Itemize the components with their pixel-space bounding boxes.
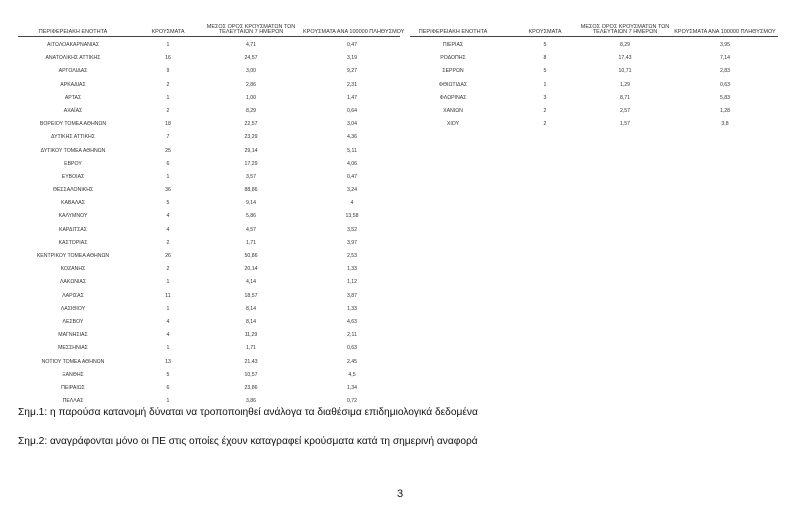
cases-per-100k-cell: 5,83 (719, 94, 731, 101)
regional-unit-cell: ΜΑΓΝΗΣΙΑΣ (58, 332, 88, 339)
cases-per-100k-cell: 4,06 (346, 160, 358, 167)
cases-per-100k-cell: 1,28 (719, 107, 731, 114)
table-row (18, 380, 400, 393)
cases-per-100k-cell: 3,97 (346, 239, 358, 246)
table-row (410, 77, 778, 90)
regional-unit-cell: ΑΡΚΑΔΙΑΣ (60, 81, 86, 88)
regional-unit-cell: ΧΑΝΙΩΝ (443, 107, 463, 114)
cases-cell: 2 (166, 239, 170, 246)
cases-cell: 5 (166, 200, 170, 207)
table-row (410, 103, 778, 116)
seven-day-average-cell: 20,14 (244, 266, 258, 273)
cases-per-100k-cell: 3,24 (346, 187, 358, 194)
seven-day-average-cell: 24,57 (244, 55, 258, 62)
regional-unit-cell: ΛΕΣΒΟΥ (62, 318, 84, 325)
cases-per-100k-cell: 3,04 (346, 121, 358, 128)
header-cases-per-100k: ΚΡΟΥΣΜΑΤΑ ΑΝΑ 100000 ΠΛΗΘΥΣΜΟΥ (674, 29, 776, 35)
regional-unit-cell: ΠΕΛΛΑΣ (62, 398, 84, 405)
cases-per-100k-cell: 0,63 (719, 81, 731, 88)
cases-per-100k-cell: 2,45 (346, 358, 358, 365)
regional-unit-cell: ΑΧΑΪΑΣ (63, 107, 83, 114)
regional-unit-cell: ΑΡΓΟΛΙΔΑΣ (58, 68, 88, 75)
regional-unit-cell: ΦΛΩΡΙΝΑΣ (439, 94, 467, 101)
cases-cell: 1 (166, 345, 170, 352)
regional-unit-cell: ΦΘΙΩΤΙΔΑΣ (438, 81, 468, 88)
seven-day-average-cell: 8,14 (245, 318, 257, 325)
regional-unit-cell: ΣΕΡΡΩΝ (442, 68, 464, 75)
cases-per-100k-cell: 1,34 (346, 384, 358, 391)
cases-per-100k-cell: 0,47 (346, 42, 358, 48)
cases-cell: 2 (166, 107, 170, 114)
regional-unit-cell: ΚΕΝΤΡΙΚΟΥ ΤΟΜΕΑ ΑΘΗΝΩΝ (36, 253, 110, 259)
cases-table-left (18, 24, 405, 406)
seven-day-average-cell: 8,14 (245, 305, 257, 312)
cases-per-100k-cell: 0,64 (346, 107, 358, 114)
cases-cell: 4 (166, 318, 170, 325)
regional-unit-cell: ΑΝΑΤΟΛΙΚΗΣ ΑΤΤΙΚΗΣ (45, 55, 101, 62)
table-row (18, 143, 400, 156)
cases-cell: 11 (165, 292, 171, 299)
cases-per-100k-cell: 13,58 (345, 213, 359, 220)
cases-cell: 3 (543, 94, 547, 101)
seven-day-average-cell: 23,86 (244, 384, 258, 391)
table-row (18, 340, 400, 353)
header-seven-day-average (206, 25, 296, 35)
header-seven-day-average (580, 25, 670, 35)
table-row (18, 116, 400, 129)
regional-unit-cell: ΠΕΙΡΑΙΩΣ (61, 384, 85, 391)
cases-per-100k-cell: 2,83 (719, 68, 731, 75)
seven-day-average-cell: 10,57 (244, 371, 258, 378)
regional-unit-cell: ΚΑΛΥΜΝΟΥ (58, 213, 88, 220)
table-row (18, 354, 400, 367)
header-cases-per-100k: ΚΡΟΥΣΜΑΤΑ ΑΝΑ 100000 ΠΛΗΘΥΣΜΟΥ (303, 29, 405, 35)
regional-unit-cell: ΛΑΚΩΝΙΑΣ (59, 279, 87, 286)
table-row (18, 222, 400, 235)
regional-unit-cell: ΒΟΡΕΙΟΥ ΤΟΜΕΑ ΑΘΗΝΩΝ (39, 121, 107, 128)
table-row (410, 37, 778, 50)
cases-cell: 5 (543, 42, 547, 48)
cases-per-100k-cell: 3,19 (346, 55, 358, 62)
cases-cell: 1 (166, 173, 170, 180)
cases-cell: 1 (166, 94, 170, 101)
table-row (18, 208, 400, 221)
cases-cell: 26 (165, 253, 171, 259)
table-row (18, 63, 400, 76)
cases-cell: 1 (166, 42, 170, 48)
page-number: 3 (396, 488, 404, 500)
seven-day-average-cell: 1,00 (245, 94, 257, 101)
table-row (18, 77, 400, 90)
seven-day-average-cell: 29,14 (244, 147, 258, 154)
cases-cell: 4 (166, 332, 170, 339)
seven-day-average-cell: 23,29 (244, 134, 258, 141)
cases-cell: 5 (543, 68, 547, 75)
regional-unit-cell: ΛΑΣΙΘΙΟΥ (60, 305, 86, 312)
regional-unit-cell: ΠΙΕΡΙΑΣ (442, 42, 464, 48)
regional-unit-cell: ΑΙΤΩΛΟΑΚΑΡΝΑΝΙΑΣ (46, 42, 100, 48)
cases-cell: 36 (165, 187, 171, 194)
cases-per-100k-cell: 1,33 (346, 305, 358, 312)
table-header (18, 24, 405, 37)
table-row (18, 367, 400, 380)
table-row (410, 90, 778, 103)
cases-per-100k-cell: 7,14 (719, 55, 731, 62)
cases-per-100k-cell: 2,53 (346, 253, 358, 259)
cases-per-100k-cell: 9,27 (346, 68, 358, 75)
cases-per-100k-cell: 2,31 (346, 81, 358, 88)
regional-unit-cell: ΛΑΡΙΣΑΣ (62, 292, 84, 299)
seven-day-average-cell: 1,71 (245, 345, 257, 352)
table-row (18, 156, 400, 169)
seven-day-average-cell: 18,57 (244, 292, 258, 299)
cases-cell: 16 (165, 55, 171, 62)
seven-day-average-cell: 21,43 (244, 358, 258, 365)
seven-day-average-cell: 88,86 (244, 187, 258, 194)
regional-unit-cell: ΔΥΤΙΚΟΥ ΤΟΜΕΑ ΑΘΗΝΩΝ (40, 147, 106, 154)
table-row (18, 50, 400, 63)
table-row (18, 90, 400, 103)
cases-cell: 1 (543, 81, 547, 88)
regional-unit-cell: ΚΑΒΑΛΑΣ (61, 200, 85, 207)
regional-unit-cell: ΑΡΤΑΣ (64, 94, 82, 101)
table-row (18, 235, 400, 248)
cases-per-100k-cell: 2,11 (347, 332, 357, 339)
table-row (18, 301, 400, 314)
table-row (410, 116, 778, 129)
cases-cell: 7 (166, 134, 170, 141)
seven-day-average-cell: 8,29 (245, 107, 257, 114)
header-avg-line2: ΤΕΛΕΥΤΑΙΩΝ 7 ΗΜΕΡΩΝ (218, 29, 284, 35)
table-body (18, 37, 400, 406)
seven-day-average-cell: 50,86 (244, 253, 258, 259)
cases-cell: 2 (543, 121, 547, 128)
header-avg-line1: ΜΕΣΟΣ ΟΡΟΣ ΚΡΟΥΣΜΑΤΩΝ ΤΩΝ (206, 24, 296, 30)
cases-cell: 1 (166, 398, 170, 405)
table-row (18, 169, 400, 182)
cases-cell: 4 (166, 226, 170, 233)
header-regional-unit: ΠΕΡΙΦΕΡΕΙΑΚΗ ΕΝΟΤΗΤΑ (38, 29, 108, 35)
header-cases: ΚΡΟΥΣΜΑΤΑ (151, 29, 185, 35)
regional-unit-cell: ΚΟΖΑΝΗΣ (60, 266, 86, 273)
table-header (410, 26, 778, 37)
regional-unit-cell: ΚΑΡΔΙΤΣΑΣ (59, 226, 87, 233)
cases-per-100k-cell: 4,63 (346, 318, 358, 325)
seven-day-average-cell: 3,86 (245, 398, 257, 405)
header-cases: ΚΡΟΥΣΜΑΤΑ (528, 29, 562, 35)
seven-day-average-cell: 5,86 (245, 213, 257, 220)
table-row (18, 314, 400, 327)
regional-unit-cell: ΘΕΣΣΑΛΟΝΙΚΗΣ (52, 187, 94, 194)
table-row (18, 103, 400, 116)
seven-day-average-cell: 4,71 (245, 42, 257, 48)
seven-day-average-cell: 4,57 (245, 226, 257, 233)
seven-day-average-cell: 17,29 (244, 160, 258, 167)
seven-day-average-cell: 3,57 (245, 173, 257, 180)
seven-day-average-cell: 1,29 (619, 81, 631, 88)
cases-cell: 9 (166, 68, 170, 75)
seven-day-average-cell: 1,71 (245, 239, 257, 246)
seven-day-average-cell: 10,71 (618, 68, 632, 75)
cases-cell: 6 (166, 384, 170, 391)
header-avg-line2: ΤΕΛΕΥΤΑΙΩΝ 7 ΗΜΕΡΩΝ (592, 29, 658, 35)
regional-unit-cell: ΧΙΟΥ (446, 121, 460, 128)
seven-day-average-cell: 3,00 (245, 68, 257, 75)
cases-per-100k-cell: 1,47 (346, 94, 358, 101)
table-row (18, 195, 400, 208)
cases-cell: 2 (166, 81, 170, 88)
cases-cell: 13 (165, 358, 171, 365)
regional-unit-cell: ΜΕΣΣΗΝΙΑΣ (58, 345, 88, 352)
table-row (18, 182, 400, 195)
cases-per-100k-cell: 3,95 (719, 42, 731, 48)
cases-cell: 2 (166, 266, 170, 273)
cases-per-100k-cell: 0,63 (346, 345, 358, 352)
table-row (18, 288, 400, 301)
seven-day-average-cell: 17,43 (618, 55, 632, 62)
cases-per-100k-cell: 1,12 (346, 279, 358, 286)
cases-cell: 25 (165, 147, 171, 154)
table-row (18, 129, 400, 142)
regional-unit-cell: ΡΟΔΟΠΗΣ (440, 55, 466, 62)
table-row (410, 63, 778, 76)
footnote-1: Σημ.1: η παρούσα κατανομή δύναται να τροποποιηθεί ανάλογα τα διαθέσιμα επιδημιολογικά δεδομένα (18, 407, 478, 418)
seven-day-average-cell: 2,86 (245, 81, 257, 88)
seven-day-average-cell: 1,57 (619, 121, 631, 128)
cases-cell: 6 (166, 160, 170, 167)
regional-unit-cell: ΚΑΣΤΟΡΙΑΣ (58, 239, 88, 246)
cases-cell: 8 (543, 55, 547, 62)
table-body (410, 37, 778, 129)
table-row (18, 274, 400, 287)
table-row (18, 327, 400, 340)
cases-per-100k-cell: 4,36 (346, 134, 358, 141)
header-avg-line1: ΜΕΣΟΣ ΟΡΟΣ ΚΡΟΥΣΜΑΤΩΝ ΤΩΝ (580, 24, 670, 30)
cases-per-100k-cell: 1,33 (346, 266, 358, 273)
cases-cell: 2 (543, 107, 547, 114)
cases-cell: 1 (166, 279, 170, 286)
cases-per-100k-cell: 3,87 (346, 292, 358, 299)
seven-day-average-cell: 9,14 (245, 200, 257, 207)
regional-unit-cell: ΔΥΤΙΚΗΣ ΑΤΤΙΚΗΣ (51, 134, 95, 141)
cases-per-100k-cell: 3,8 (721, 121, 729, 128)
cases-per-100k-cell: 5,11 (347, 147, 357, 154)
regional-unit-cell: ΝΟΤΙΟΥ ΤΟΜΕΑ ΑΘΗΝΩΝ (41, 358, 105, 365)
regional-unit-cell: ΕΥΒΟΙΑΣ (61, 173, 85, 180)
seven-day-average-cell: 4,14 (245, 279, 257, 286)
table-row (18, 393, 400, 406)
cases-per-100k-cell: 4 (350, 200, 354, 207)
seven-day-average-cell: 11,29 (244, 332, 258, 339)
cases-cell: 4 (166, 213, 170, 220)
table-row (18, 248, 400, 261)
header-regional-unit: ΠΕΡΙΦΕΡΕΙΑΚΗ ΕΝΟΤΗΤΑ (418, 29, 488, 35)
cases-per-100k-cell: 0,72 (346, 398, 358, 405)
regional-unit-cell: ΕΒΡΟΥ (64, 160, 82, 167)
regional-unit-cell: ΞΑΝΘΗΣ (62, 371, 84, 378)
cases-table-right (410, 26, 778, 129)
seven-day-average-cell: 2,57 (619, 107, 631, 114)
seven-day-average-cell: 8,29 (619, 42, 631, 48)
table-row (18, 37, 400, 50)
seven-day-average-cell: 8,71 (619, 94, 631, 101)
cases-per-100k-cell: 4,5 (348, 371, 356, 378)
cases-cell: 18 (165, 121, 171, 128)
seven-day-average-cell: 22,57 (244, 121, 258, 128)
footnote-2: Σημ.2: αναγράφονται μόνο οι ΠΕ στις οποίες έχουν καταγραφεί κρούσματα κατά τη σημερινή αναφορά (18, 436, 478, 447)
cases-cell: 1 (166, 305, 170, 312)
cases-per-100k-cell: 3,52 (346, 226, 358, 233)
table-row (18, 261, 400, 274)
table-row (410, 50, 778, 63)
cases-per-100k-cell: 0,47 (346, 173, 358, 180)
cases-cell: 5 (166, 371, 170, 378)
